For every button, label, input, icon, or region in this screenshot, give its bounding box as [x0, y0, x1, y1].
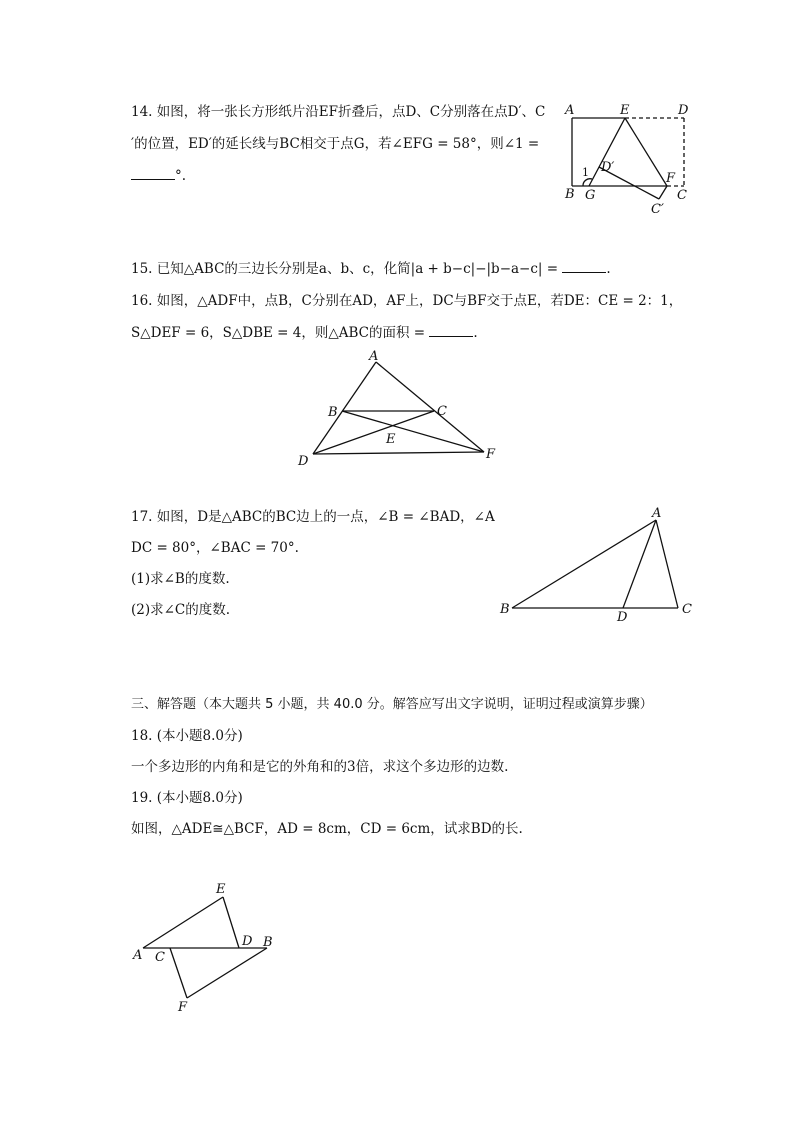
- q18-number: 18. (本小题8.0分): [131, 728, 243, 744]
- section3-heading: 三、解答题（本大题共 5 小题，共 40.0 分。解答应写出文字说明，证明过程或演算步骤）: [131, 697, 653, 712]
- q19-edge-ED: [223, 897, 239, 948]
- q15-text: 15. 已知△ABC的三边长分别是a、b、c，化简|a + b−c|−|b−a−c| =: [131, 261, 559, 277]
- q17-label-C: C: [682, 602, 692, 617]
- q15-suffix: .: [606, 261, 611, 277]
- q14-label-Dprime: D′: [601, 160, 615, 175]
- q14-label-C: C: [677, 188, 687, 203]
- q17-label-B: B: [500, 602, 510, 617]
- q19-label-F: F: [178, 1000, 188, 1015]
- q17-label-D: D: [617, 610, 628, 625]
- q16-label-A: A: [369, 349, 379, 364]
- q17-line2: DC = 80°，∠BAC = 70°.: [131, 540, 299, 556]
- q16-suffix: .: [473, 325, 478, 341]
- q19-label-B: B: [263, 935, 273, 950]
- q14-label-G: G: [585, 188, 596, 203]
- q14-label-B: B: [565, 187, 575, 202]
- q19-number: 19. (本小题8.0分): [131, 790, 243, 806]
- q14-label-F: F: [666, 171, 676, 186]
- q14-line1: 14. 如图，将一张长方形纸片沿EF折叠后，点D、C分别落在点D′、C: [131, 104, 546, 120]
- q19-label-E: E: [216, 882, 226, 897]
- q16-label-B: B: [328, 405, 338, 420]
- q14-line2: ′的位置，ED′的延长线与BC相交于点G，若∠EFG = 58°，则∠1 =: [131, 136, 540, 152]
- q19-label-C: C: [155, 950, 165, 965]
- q17-line1: 17. 如图，D是△ABC的BC边上的一点，∠B = ∠BAD，∠A: [131, 509, 495, 525]
- q16-label-E: E: [386, 432, 396, 447]
- q17-part2: (2)求∠C的度数.: [131, 602, 231, 618]
- q19-label-A: A: [133, 948, 143, 963]
- q14-label-A: A: [565, 103, 575, 118]
- q14-line3-suffix: °.: [175, 168, 187, 184]
- q16-label-C: C: [437, 404, 447, 419]
- q19-label-D: D: [242, 934, 253, 949]
- q14-label-E: E: [620, 103, 630, 118]
- q19-edge-BF: [187, 948, 267, 998]
- q19-edge-FC: [170, 948, 187, 998]
- q14-label-angle1: 1: [582, 166, 589, 179]
- q14-label-Cprime: C′: [651, 202, 664, 217]
- q16-label-F: F: [486, 447, 496, 462]
- q14-label-D: D: [678, 103, 689, 118]
- q17-label-A: A: [652, 506, 662, 521]
- q17-part1: (1)求∠B的度数.: [131, 571, 230, 587]
- q16-line1: 16. 如图，△ADF中，点B，C分别在AD，AF上，DC与BF交于点E，若DE：CE = 2：1，: [131, 293, 683, 309]
- q19-text: 如图，△ADE≅△BCF，AD = 8cm，CD = 6cm，试求BD的长.: [131, 821, 523, 837]
- q16-line2-text: S△DEF = 6，S△DBE = 4，则△ABC的面积 =: [131, 325, 426, 341]
- q16-label-D: D: [298, 454, 309, 469]
- q18-text: 一个多边形的内角和是它的外角和的3倍，求这个多边形的边数.: [131, 759, 509, 775]
- q19-edge-AE: [143, 897, 223, 948]
